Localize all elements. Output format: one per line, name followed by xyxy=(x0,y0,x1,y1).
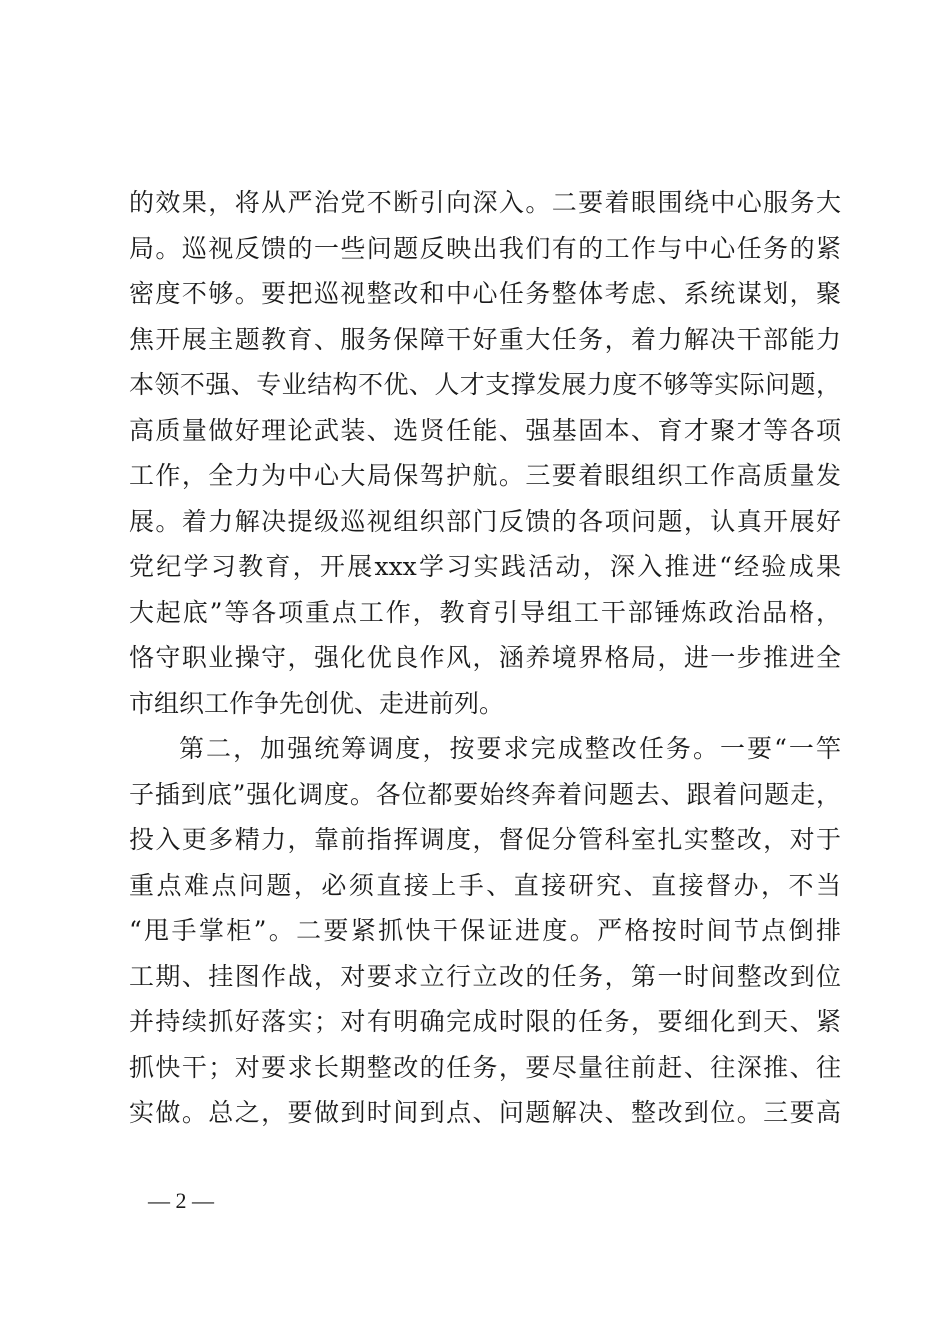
text-line: 工作，全力为中心大局保驾护航。三要着眼组织工作高质量发 xyxy=(129,461,841,490)
text-line: 密度不够。要把巡视整改和中心任务整体考虑、系统谋划，聚 xyxy=(129,279,841,308)
text-line: 重点难点问题，必须直接上手、直接研究、直接督办，不当 xyxy=(129,870,841,900)
text-line: 工期、挂图作战，对要求立行立改的任务，第一时间整改到位 xyxy=(129,961,841,991)
text-line: 本领不强、专业结构不优、人才支撑发展力度不够等实际问题， xyxy=(129,370,841,399)
text-line: 投入更多精力，靠前指挥调度，督促分管科室扎实整改，对于 xyxy=(129,825,841,854)
text-line: 大起底”等各项重点工作，教育引导组工干部锤炼政治品格， xyxy=(129,597,841,627)
text-line: 的效果，将从严治党不断引向深入。二要着眼围绕中心服务大 xyxy=(129,188,841,217)
text-line: 展。着力解决提级巡视组织部门反馈的各项问题，认真开展好 xyxy=(129,506,841,536)
text-line: 高质量做好理论武装、选贤任能、强基固本、育才聚才等各项 xyxy=(129,415,841,445)
text-line: 局。巡视反馈的一些问题反映出我们有的工作与中心任务的紧 xyxy=(129,233,841,263)
text-line: “甩手掌柜”。二要紧抓快干保证进度。严格按时间节点倒排 xyxy=(129,916,841,945)
text-line: 市组织工作争先创优、走进前列。 xyxy=(129,688,505,718)
text-line: 抓快干；对要求长期整改的任务，要尽量往前赶、往深推、往 xyxy=(129,1052,841,1082)
body-text xyxy=(129,180,841,1136)
text-line: 实做。总之，要做到时间到点、问题解决、整改到位。三要高 xyxy=(129,1098,841,1127)
text-line: 焦开展主题教育、服务保障干好重大任务，着力解决干部能力 xyxy=(129,324,841,354)
text-line: 并持续抓好落实；对有明确完成时限的任务，要细化到天、紧 xyxy=(129,1007,841,1036)
text-line: 子插到底”强化调度。各位都要始终奔着问题去、跟着问题走， xyxy=(129,779,841,809)
text-line: 党纪学习教育，开展xxx学习实践活动，深入推进“经验成果 xyxy=(129,552,841,581)
text-line: 恪守职业操守，强化优良作风，涵养境界格局，进一步推进全 xyxy=(129,643,841,672)
page-number: — 2 — xyxy=(148,1188,214,1213)
paragraph-start-line: 第二，加强统筹调度，按要求完成整改任务。一要“一竿 xyxy=(179,734,841,763)
